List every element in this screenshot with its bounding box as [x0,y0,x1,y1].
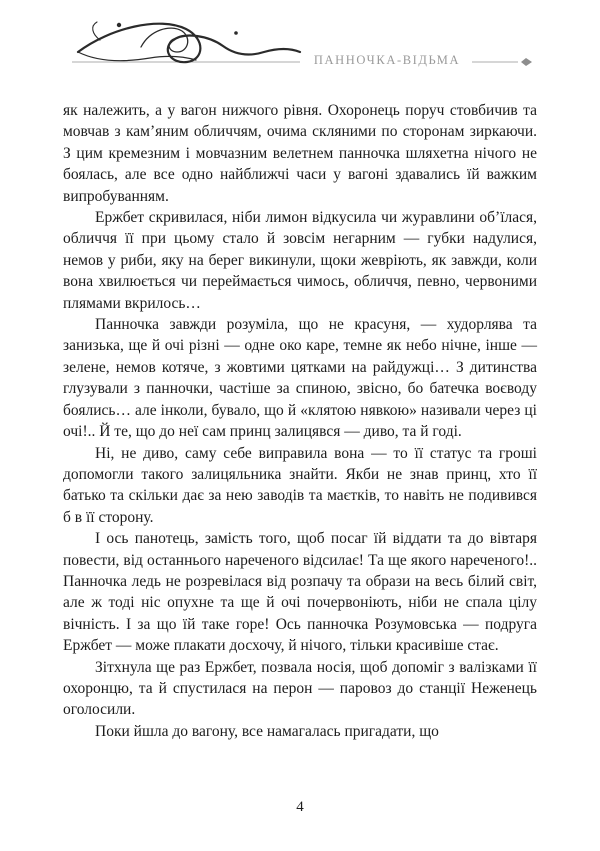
body-paragraph: Ержбет скривилася, ніби лимон відкусила чи журавлини об’їлася, обличчя її при цьому стало й зовсім негарним — губки надулися, немов у риби, яку на берег викинули, щоки жевріють, як завжди, коли вона хвилюється чи переймається чимось, обличчя, певно, червоними плямами вкрилось… [63,209,537,312]
body-paragraph: як належить, а у вагон нижчого рівня. Охоронець поруч стовбичив та мовчав з кам’яним обличчям, очима скляними по сторонам зиркаючи. З цим кремезним і мовчазним велетнем панночка шляхетна нічого не боялась, але все одно найближчі часи у вагоні здавались їй важким випробуванням. [63,102,537,205]
page-header [0,0,600,95]
header-flourish-icon [0,0,600,95]
page-number: 4 [296,799,304,815]
body-paragraph: Панночка завжди розуміла, що не красуня, — худорлява та занизька, ще й очі різні — одне око каре, темне як небо нічне, інше — зелене, немов котяче, з жовтими цятками на райдужці… З дитинства глузували з панночки, частіше за спиною, звісно, бо батечка воєводу боялись… але інколи, бувало, що й «клятою нявкою» називали через ці очі!.. Й те, що до неї сам принц залицявся — диво, та й годі. [63,316,537,441]
header-rule-terminal-icon [521,58,532,66]
flourish-strokes [78,22,300,62]
page-body [63,100,537,742]
body-paragraph: Поки йшла до вагону, все намагалась пригадати, що [95,722,439,740]
body-paragraph: Ні, не диво, саму себе виправила вона — то її статус та гроші допомогли такого залицяльника знайти. Якби не знав принц, хто її батько та скільки дає за нею заводів та маєтків, то навіть не подивився б в її сторону. [63,444,537,526]
body-paragraph: Зітхнула ще раз Ержбет, позвала носія, щоб допоміг з валізками її охоронцю, та й спустилася на перон — паровоз до станції Неженець оголосили. [63,658,537,719]
body-paragraph: І ось панотець, замість того, щоб посаг їй віддати та до вівтаря повести, від останнього нареченого відсилає! Та ще якого нареченого!.. Панночка ледь не розревілася від розпачу та образи на весь білий світ, але ж тоді ніс опухне та ще й очі почервоніють, ніби не спала цілу вічність. І за що їй таке горе! Ось панночка Розумовська — подруга Ержбет — може плакати досхочу, й нічого, тільки красивіше стає. [63,530,537,655]
page-footer [0,798,600,816]
running-title: ПАННОЧКА-ВІДЬМА [313,53,461,67]
